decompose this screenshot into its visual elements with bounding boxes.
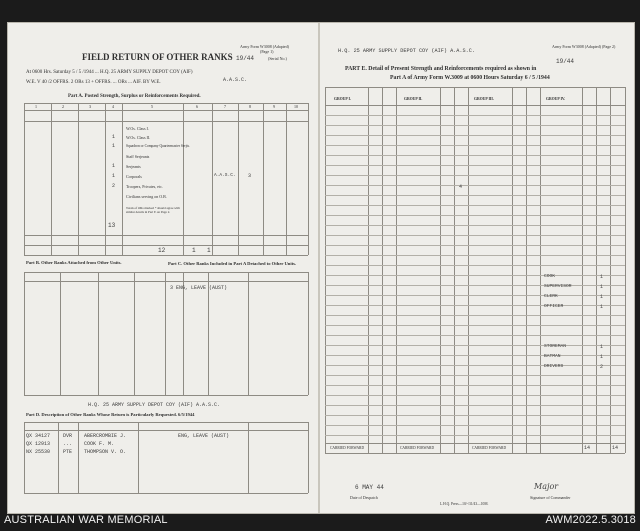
- part-c-title: Part C. Other Ranks Included in Part A Detached to Other Units.: [168, 261, 297, 266]
- col-number: 10: [294, 104, 298, 109]
- trade-value: 1: [600, 284, 604, 290]
- trade-entry: BATMAN: [544, 354, 561, 359]
- part-d-number: NX 25530: [26, 449, 51, 455]
- row-label: W.Os. Class I.: [126, 126, 149, 131]
- col-number: 7: [224, 104, 226, 109]
- col-number: 9: [273, 104, 275, 109]
- signature: Major: [534, 482, 559, 491]
- group-header: GROUP I.: [334, 97, 351, 101]
- trade-entry: COOK: [544, 274, 556, 279]
- trade-entry: CLERK: [544, 294, 558, 299]
- strength-value: 1: [112, 163, 116, 169]
- trade-value: 1: [600, 304, 604, 310]
- carried-forward: CARRIED FORWARD: [472, 446, 507, 450]
- trade-entry: DRIVERS: [544, 364, 564, 369]
- row-label: Squadron or Company Quartermaster Serjts.: [126, 144, 190, 148]
- header-line: At 0600 Hrs. Saturday 5 / 5 /1944 ... H.Q. 25 ARMY SUPPLY DEPOT COY (AIF): [26, 70, 193, 75]
- part-d-name: ABERCROMBIE J.: [84, 433, 127, 439]
- page-title: FIELD RETURN OF OTHER RANKS: [82, 52, 233, 62]
- row-label: Serjeants: [126, 164, 141, 169]
- total-value: 1: [207, 247, 211, 254]
- part-e-title-line2: Part A of Army Form W.3009 at 0600 Hours Saturday 6 / 5 /1944: [390, 75, 550, 81]
- carried-forward: CARRIED FORWARD: [330, 446, 365, 450]
- part-d-remark: ENG, LEAVE (AUST): [178, 433, 230, 439]
- document-sheet: [7, 22, 635, 514]
- part-d-rank: PTE: [63, 449, 73, 455]
- right-page: [320, 23, 634, 513]
- corps-value: A.A.S.C.: [214, 173, 236, 178]
- group-header: GROUP II.: [404, 97, 423, 101]
- carried-forward: CARRIED FORWARD: [400, 446, 435, 450]
- strength-value: 1: [112, 143, 116, 149]
- col-number: 4: [112, 104, 114, 109]
- trade-value: 4: [459, 184, 463, 190]
- part-d-number: QX 12913: [26, 441, 51, 447]
- serial-value: 19/44: [236, 55, 255, 62]
- trade-entry: OFFICER: [544, 304, 564, 309]
- col-number: 5: [151, 104, 153, 109]
- serial-value-right: 19/44: [556, 58, 575, 65]
- part-d-title: Part D. Description of Other Ranks Whose Return is Particularly Requested. 6/5/1944: [26, 412, 195, 417]
- trade-value: 1: [600, 354, 604, 360]
- part-a-title: Part A. Posted Strength, Surplus or Reinforcements Required.: [68, 94, 201, 99]
- row-label: Totals of ORs marked * should agree with similar details in Part E on Page 2.: [126, 206, 180, 214]
- group-header: GROUP III.: [474, 97, 494, 101]
- archive-reference: AWM2022.5.3018: [545, 514, 636, 526]
- part-d-rank: DVR: [63, 433, 73, 439]
- trade-value: 2: [600, 364, 604, 370]
- header-corps: A.A.S.C.: [223, 77, 248, 83]
- strength-value: 2: [112, 183, 116, 189]
- part-d-rank: ...: [63, 441, 73, 447]
- strength-value: 3: [248, 173, 252, 179]
- col-number: 2: [62, 104, 64, 109]
- printer-line: L.H.Q. Press—10/-/31/43—10M.: [440, 502, 489, 506]
- signature-label: Signature of Commander: [530, 495, 571, 500]
- strength-value: 1: [112, 134, 116, 140]
- row-label: Civilians serving on O.B.: [126, 194, 167, 199]
- group-header: GROUP IV.: [546, 97, 566, 101]
- trade-entry: STOREMAN: [544, 344, 567, 349]
- col-number: 6: [196, 104, 198, 109]
- trade-value: 1: [600, 274, 604, 280]
- trade-value: 1: [600, 344, 604, 350]
- date-of-despatch: 6 MAY 44: [355, 484, 384, 491]
- strength-value: 1: [112, 173, 116, 179]
- part-d-number: QX 34127: [26, 433, 51, 439]
- col-number: 1: [35, 104, 37, 109]
- col-number: 3: [89, 104, 91, 109]
- serial-label: (Serial No.): [268, 56, 287, 61]
- grand-total: 14: [584, 445, 591, 451]
- total-value: 12: [158, 247, 166, 254]
- war-establishment-line: W.E. V 40 /2 OFFRS. 2 ORs 13 + OFFRS. ... ORs ... AIF. BY W.E.: [26, 80, 161, 85]
- row-label: Staff Serjeants: [126, 154, 150, 159]
- total-value: 1: [192, 247, 196, 254]
- part-c-entry: 3 ENG, LEAVE (AUST): [170, 285, 228, 291]
- date-label: Date of Despatch: [350, 495, 378, 500]
- unit-line: H.Q. 25 ARMY SUPPLY DEPOT COY (AIF) A.A.S.C.: [338, 48, 475, 54]
- left-page: [8, 23, 319, 513]
- part-d-unit: H.Q. 25 ARMY SUPPLY DEPOT COY (AIF) A.A.S.C.: [88, 402, 221, 408]
- row-label: Corporals: [126, 174, 142, 179]
- part-e-title-line1: PART E. Detail of Present Strength and Reinforcements required as shown in: [345, 66, 537, 72]
- row-label: Troopers, Privates, etc.: [126, 184, 163, 189]
- row-label: W.Os. Class II.: [126, 135, 151, 140]
- trade-value: 1: [600, 294, 604, 300]
- part-d-name: COOK F. M.: [84, 441, 115, 447]
- archive-credit: AUSTRALIAN WAR MEMORIAL: [4, 514, 168, 526]
- form-reference: Army Form W3008 (Adapted): [240, 44, 289, 49]
- part-b-title: Part B. Other Ranks Attached from Other Units.: [26, 260, 122, 265]
- grand-total: 14: [612, 445, 619, 451]
- total-value: 13: [108, 222, 116, 229]
- col-number: 8: [249, 104, 251, 109]
- trade-entry: SUPERVISOR: [544, 284, 572, 289]
- form-reference-right: Army Form W3008 (Adapted) (Page 2): [552, 44, 616, 49]
- page-number: (Page 1): [260, 49, 274, 54]
- part-d-name: THOMPSON V. O.: [84, 449, 127, 455]
